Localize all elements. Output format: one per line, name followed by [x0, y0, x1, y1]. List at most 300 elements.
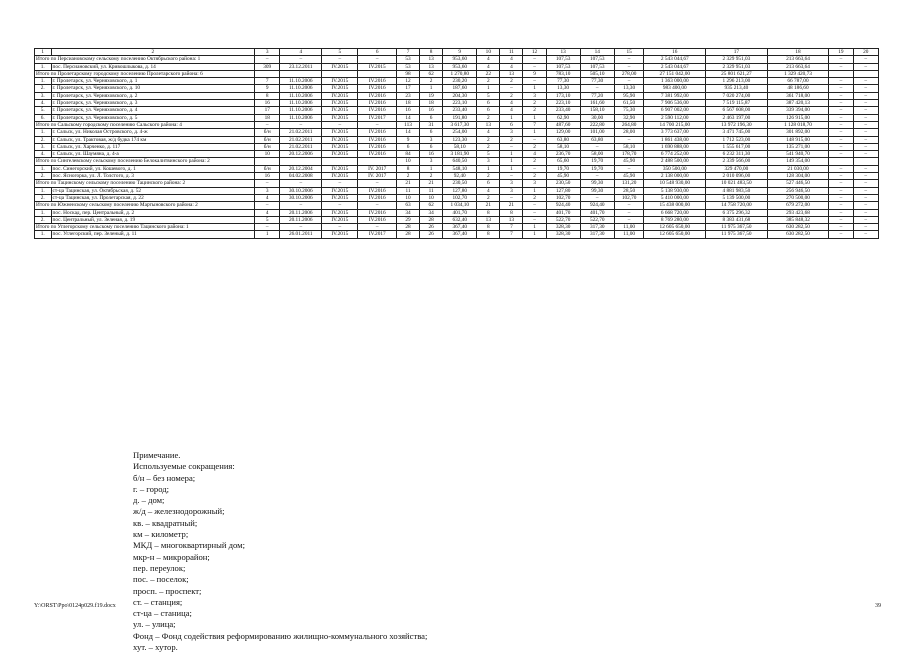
table-cell: 11.10.2006	[280, 100, 322, 107]
table-cell: 15 438 000,00	[644, 202, 706, 209]
table-cell: 4	[500, 56, 523, 63]
table-cell	[853, 158, 878, 165]
table-cell: 2	[477, 143, 500, 150]
table-cell: IV.2015	[322, 114, 358, 121]
table-cell: 28,50	[614, 187, 644, 194]
table-cell: IV.2016	[358, 129, 397, 136]
row-number: 1.	[35, 165, 52, 172]
table-cell: 30,00	[580, 114, 614, 121]
table-cell: 213 663,64	[767, 56, 829, 63]
subtotal-row	[35, 70, 879, 77]
table-cell: 983 400,00	[644, 85, 706, 92]
table-cell: 1 270,80	[443, 70, 477, 77]
table-cell: –	[853, 143, 878, 150]
table-cell: 222,80	[580, 121, 614, 128]
table-cell: 99,30	[580, 187, 614, 194]
table-cell: 26.01.2011	[280, 231, 322, 238]
subtotal-label: Итого по Персиановскому сельскому поселению Октябрьского района: 1	[35, 56, 255, 63]
table-cell: 3	[255, 187, 280, 194]
table-cell	[280, 70, 322, 77]
table-cell: 6	[500, 121, 523, 128]
table-row	[35, 143, 879, 150]
table-cell: IV.2016	[358, 85, 397, 92]
table-cell: IV.2015	[322, 194, 358, 201]
table-cell: –	[500, 194, 523, 201]
table-cell: 3	[500, 187, 523, 194]
table-row	[35, 92, 879, 99]
table-cell: 1	[420, 85, 443, 92]
table-cell: 26	[420, 231, 443, 238]
table-cell: 28,00	[614, 129, 644, 136]
table-cell: 31	[420, 121, 443, 128]
table-cell: 230,20	[443, 78, 477, 85]
table-cell: 27 151 042,00	[644, 70, 706, 77]
abbreviation-item: д. – дом;	[133, 495, 165, 506]
page-footer	[34, 603, 881, 609]
table-cell: –	[280, 180, 322, 187]
table-cell: IV.2015	[322, 216, 358, 223]
table-cell: 7	[500, 224, 523, 231]
table-row	[35, 151, 879, 158]
table-cell: 7 906 536,00	[644, 100, 706, 107]
table-cell: –	[322, 202, 358, 209]
table-cell: –	[853, 151, 878, 158]
table-cell: 2 329 951,03	[706, 63, 768, 70]
table-cell: –	[255, 56, 280, 63]
table-cell: 21	[477, 202, 500, 209]
table-cell: 630 282,50	[767, 224, 829, 231]
column-number: 2	[51, 49, 255, 56]
table-cell: IV.2015	[322, 85, 358, 92]
table-cell: 4	[477, 187, 500, 194]
table-cell: IV.2015	[322, 107, 358, 114]
abbreviation-item: хут. – хутор.	[133, 642, 178, 653]
table-cell: 58,10	[614, 143, 644, 150]
register-table-body	[35, 49, 879, 239]
table-cell: 16	[420, 107, 443, 114]
table-cell: –	[853, 216, 878, 223]
table-cell: 21 030,00	[767, 165, 829, 172]
table-cell: –	[280, 202, 322, 209]
table-cell: –	[829, 107, 853, 114]
table-cell: 14 700 215,00	[644, 121, 706, 128]
table-cell: 317,30	[580, 231, 614, 238]
table-cell: 102,70	[443, 194, 477, 201]
table-cell: 45,90	[546, 173, 580, 180]
table-cell: 953,60	[443, 56, 477, 63]
table-cell: 2	[523, 100, 546, 107]
address-cell: г. Сальск, ул. Шаумяна, д. 4-а	[51, 151, 255, 158]
table-cell: 367,40	[443, 224, 477, 231]
table-cell: 45,90	[614, 158, 644, 165]
table-cell: 11 975 367,50	[706, 231, 768, 238]
table-cell: IV.2016	[358, 136, 397, 143]
table-cell: 2 488 500,00	[644, 158, 706, 165]
table-cell: 62	[420, 202, 443, 209]
table-cell: 2	[477, 194, 500, 201]
table-cell: 5 138 930,00	[644, 187, 706, 194]
table-cell: 101,00	[580, 129, 614, 136]
table-cell: 18	[420, 100, 443, 107]
table-cell: –	[853, 165, 878, 172]
table-cell: –	[829, 100, 853, 107]
table-cell: 9	[523, 70, 546, 77]
table-cell: 17	[396, 85, 419, 92]
register-table	[34, 48, 879, 239]
abbreviation-item: просп. – проспект;	[133, 585, 202, 596]
table-cell: 65,60	[546, 158, 580, 165]
table-cell: 7 020 274,00	[706, 92, 768, 99]
table-cell: 1	[523, 187, 546, 194]
table-cell: 4	[255, 209, 280, 216]
table-cell: 233,40	[443, 107, 477, 114]
table-cell: 19,70	[546, 165, 580, 172]
footer-file-path: Y:\ORST\Ppo\0124p029.f19.docx	[34, 603, 116, 609]
table-cell: 58,10	[546, 143, 580, 150]
table-cell: 77,20	[580, 92, 614, 99]
subtotal-label: Итого по Сингелевскому сельскому поселению Белокалитвинского района: 2	[35, 158, 255, 165]
table-cell: –	[322, 56, 358, 63]
table-cell: 204,30	[443, 92, 477, 99]
table-cell	[322, 70, 358, 77]
table-cell: 679 272,00	[767, 202, 829, 209]
table-cell: 58,00	[580, 151, 614, 158]
table-cell: –	[829, 151, 853, 158]
table-cell: 7	[523, 121, 546, 128]
table-cell: IV.2015	[358, 63, 397, 70]
column-number-row	[35, 49, 879, 56]
abbreviation-item: км – километр;	[133, 529, 189, 540]
table-cell: 1	[523, 224, 546, 231]
table-cell: 173,10	[546, 92, 580, 99]
table-cell: 11	[420, 187, 443, 194]
subtotal-row	[35, 56, 879, 63]
table-cell: 8	[477, 224, 500, 231]
table-cell: –	[853, 85, 878, 92]
row-number: 2.	[35, 194, 52, 201]
table-cell: 3 617,30	[443, 121, 477, 128]
address-cell: пос. Носкад, пер. Центральный, д. 2	[51, 209, 255, 216]
table-cell: 34	[396, 209, 419, 216]
table-cell: 7 381 992,00	[644, 92, 706, 99]
table-cell: 2 339 566,00	[706, 158, 768, 165]
table-cell: 6	[420, 114, 443, 121]
abbreviation-item: мкр-н – микрорайон;	[133, 551, 210, 562]
table-cell: 293 423,68	[767, 209, 829, 216]
table-cell: 14	[396, 114, 419, 121]
row-number: 3.	[35, 143, 52, 150]
table-cell: 11	[396, 187, 419, 194]
table-cell: 62	[420, 70, 443, 77]
table-row	[35, 78, 879, 85]
table-cell: 32,90	[614, 114, 644, 121]
abbreviation-item: кв. – квадратный;	[133, 517, 198, 528]
table-cell: –	[614, 78, 644, 85]
table-cell: 2	[523, 194, 546, 201]
table-cell: 19,70	[580, 158, 614, 165]
table-cell: 6	[477, 107, 500, 114]
table-cell: 11.10.2006	[280, 85, 322, 92]
table-cell: 2 010 096,00	[706, 173, 768, 180]
table-cell: –	[853, 129, 878, 136]
table-cell	[853, 70, 878, 77]
table-cell: 1	[477, 165, 500, 172]
page-number: 39	[875, 603, 881, 609]
table-cell: 107,53	[546, 56, 580, 63]
table-cell: –	[523, 165, 546, 172]
table-cell: 278,00	[614, 70, 644, 77]
table-cell: –	[500, 173, 523, 180]
table-cell: 2	[500, 136, 523, 143]
table-cell: IV.2016	[358, 143, 397, 150]
table-cell: 4	[477, 56, 500, 63]
column-number: 14	[580, 49, 614, 56]
table-cell: –	[614, 56, 644, 63]
table-cell: 3	[420, 158, 443, 165]
table-cell: –	[280, 121, 322, 128]
table-cell: –	[853, 180, 878, 187]
table-cell: 4	[523, 151, 546, 158]
table-cell: –	[829, 224, 853, 231]
table-cell: –	[829, 78, 853, 85]
column-number: 17	[706, 49, 768, 56]
table-cell: 28	[396, 231, 419, 238]
table-cell: IV.2016	[358, 209, 397, 216]
row-number: 1.	[35, 63, 52, 70]
table-cell	[829, 158, 853, 165]
subtotal-label: Итого по Углегорскому сельскому поселению Тацинского района: 1	[35, 224, 255, 231]
row-number: 6.	[35, 114, 52, 121]
table-cell: 13	[420, 63, 443, 70]
table-cell: 309	[255, 63, 280, 70]
table-cell: –	[829, 173, 853, 180]
table-cell: –	[322, 121, 358, 128]
table-cell: IV.2015	[322, 143, 358, 150]
address-cell: пос. Персиановский, ул. Кривошлыкова, д. 14	[51, 63, 255, 70]
column-number: 11	[500, 49, 523, 56]
table-cell: 21.02.2011	[280, 129, 322, 136]
table-cell: 4	[477, 129, 500, 136]
table-cell: –	[255, 121, 280, 128]
table-cell: 2	[523, 143, 546, 150]
table-cell: 6	[477, 180, 500, 187]
table-cell: 2	[420, 78, 443, 85]
table-cell: 632,40	[443, 216, 477, 223]
table-cell: IV.2015	[322, 63, 358, 70]
table-cell: 1 034,10	[443, 202, 477, 209]
table-cell: 361 718,00	[767, 92, 829, 99]
table-cell: 127,80	[546, 187, 580, 194]
abbreviation-item: ж/д – железнодорожный;	[133, 506, 225, 517]
table-cell: 1 363 000,00	[644, 78, 706, 85]
table-cell: 11.10.2006	[280, 114, 322, 121]
abbreviation-item: б/н – без номера;	[133, 472, 196, 483]
table-cell: 401,70	[580, 209, 614, 216]
table-cell: –	[829, 187, 853, 194]
table-cell: –	[614, 63, 644, 70]
table-cell: IV.2016	[358, 100, 397, 107]
table-cell: 3 773 637,00	[644, 129, 706, 136]
table-cell: 350 500,00	[644, 165, 706, 172]
row-number: 2.	[35, 173, 52, 180]
table-row	[35, 114, 879, 121]
table-cell: 11.10.2006	[280, 107, 322, 114]
table-cell	[829, 70, 853, 77]
table-cell: 2	[477, 173, 500, 180]
table-cell: 9	[396, 136, 419, 143]
table-cell: IV.2016	[358, 107, 397, 114]
table-cell: 2 590 112,00	[644, 114, 706, 121]
table-cell: –	[280, 224, 322, 231]
table-cell: 20.12.2006	[280, 151, 322, 158]
table-cell: –	[829, 216, 853, 223]
table-cell: 66 787,00	[767, 78, 829, 85]
table-cell: 2 138 000,00	[644, 173, 706, 180]
table-cell: 5	[255, 216, 280, 223]
table-cell: 548,10	[443, 165, 477, 172]
table-cell: IV. 2017	[358, 173, 397, 180]
table-cell: 23.12.2011	[280, 63, 322, 70]
table-cell: 2	[523, 107, 546, 114]
table-cell: 783,10	[546, 70, 580, 77]
table-cell: –	[358, 202, 397, 209]
table-cell: 630 282,50	[767, 231, 829, 238]
column-number: 12	[523, 49, 546, 56]
table-cell: 1 861 438,00	[644, 136, 706, 143]
table-cell	[255, 158, 280, 165]
table-cell: –	[829, 165, 853, 172]
table-cell: –	[358, 121, 397, 128]
table-cell: 14	[396, 129, 419, 136]
table-cell: 935 213,40	[706, 85, 768, 92]
table-cell: –	[614, 202, 644, 209]
table-cell: 2	[500, 92, 523, 99]
subtotal-row	[35, 158, 879, 165]
table-cell: 21	[396, 180, 419, 187]
table-cell: 1	[420, 165, 443, 172]
table-cell: 8	[255, 92, 280, 99]
row-number: 2.	[35, 136, 52, 143]
table-cell: –	[614, 165, 644, 172]
table-cell: –	[853, 231, 878, 238]
abbreviation-item: МКД – многоквартирный дом;	[133, 540, 245, 551]
table-cell: 6 375 296,32	[706, 209, 768, 216]
table-cell: 329 470,00	[706, 165, 768, 172]
table-cell: 23	[396, 92, 419, 99]
table-cell: –	[853, 114, 878, 121]
table-cell: 1	[523, 114, 546, 121]
notes-subtitle: Используемые сокращения:	[133, 461, 235, 472]
row-number: 5.	[35, 107, 52, 114]
table-cell: 3	[420, 136, 443, 143]
table-cell: 401,70	[546, 209, 580, 216]
table-cell: 8 769 280,00	[644, 216, 706, 223]
table-cell: 148 915,00	[767, 136, 829, 143]
table-cell: б/н	[255, 165, 280, 172]
table-row	[35, 187, 879, 194]
table-cell: –	[853, 224, 878, 231]
table-cell: –	[853, 202, 878, 209]
table-cell: –	[580, 173, 614, 180]
table-cell: 4 881 983,50	[706, 187, 768, 194]
table-cell: IV.2017	[358, 231, 397, 238]
table-cell: 6 774 252,00	[644, 151, 706, 158]
table-cell: 11.10.2006	[280, 78, 322, 85]
table-cell: 487,60	[546, 121, 580, 128]
table-cell: 77,30	[580, 78, 614, 85]
subtotal-label: Итого по Сальскому городскому поселению Сальского района: 4	[35, 121, 255, 128]
table-cell: 317,30	[580, 224, 614, 231]
address-cell: пос. Синегорский, ул. Кошевого, д. 1	[51, 165, 255, 172]
table-cell: –	[853, 209, 878, 216]
notes-section	[133, 450, 427, 653]
table-cell: –	[523, 78, 546, 85]
table-cell: 2	[477, 136, 500, 143]
table-cell: 63,80	[546, 136, 580, 143]
table-cell: 21	[500, 202, 523, 209]
table-cell: 149 354,00	[767, 158, 829, 165]
table-cell: б/н	[255, 129, 280, 136]
table-cell: 328,30	[546, 231, 580, 238]
column-number: 6	[358, 49, 397, 56]
table-row	[35, 194, 879, 201]
table-cell: 10	[255, 151, 280, 158]
table-cell: 10	[396, 194, 419, 201]
table-cell: IV.2015	[322, 100, 358, 107]
table-cell: IV.2016	[358, 92, 397, 99]
notes-title: Примечание.	[133, 450, 181, 460]
table-cell: 84	[396, 151, 419, 158]
subtotal-label: Итого по Пролетарскому городскому поселению Пролетарского района: 6	[35, 70, 255, 77]
table-cell: 1	[523, 129, 546, 136]
table-cell: 26	[420, 224, 443, 231]
table-cell: 13	[500, 70, 523, 77]
subtotal-label: Итого по Тацинскому сельскому поселению Тацинского района: 2	[35, 180, 255, 187]
table-cell: 20.11.2006	[280, 216, 322, 223]
table-cell: 107,53	[546, 63, 580, 70]
table-cell: 10 548 930,00	[644, 180, 706, 187]
table-cell: IV. 2017	[358, 165, 397, 172]
table-cell: 4	[500, 63, 523, 70]
table-cell: –	[853, 194, 878, 201]
table-cell: –	[853, 56, 878, 63]
table-cell: –	[829, 136, 853, 143]
column-number: 7	[396, 49, 419, 56]
table-cell: 1 296 213,00	[706, 78, 768, 85]
table-cell: 2	[500, 78, 523, 85]
table-row	[35, 216, 879, 223]
table-cell: 1 555 617,00	[706, 143, 768, 150]
table-cell: 8	[477, 231, 500, 238]
table-cell: 6	[396, 143, 419, 150]
table-cell: 16	[420, 151, 443, 158]
address-cell: г. Пролетарск, ул. Черняховского, д. 1	[51, 78, 255, 85]
table-cell: 34	[420, 209, 443, 216]
table-cell: –	[523, 209, 546, 216]
table-cell: 2 463 197,00	[706, 114, 768, 121]
column-number: 10	[477, 49, 500, 56]
table-cell: 7	[500, 231, 523, 238]
table-cell: 18	[396, 100, 419, 107]
table-cell: 339 394,00	[767, 107, 829, 114]
table-cell: –	[829, 85, 853, 92]
table-cell: 21.02.2011	[280, 136, 322, 143]
table-cell: 11,00	[614, 231, 644, 238]
table-cell: 385 848,32	[767, 216, 829, 223]
table-cell	[280, 158, 322, 165]
table-cell: 2	[396, 173, 419, 180]
row-number: 1.	[35, 78, 52, 85]
